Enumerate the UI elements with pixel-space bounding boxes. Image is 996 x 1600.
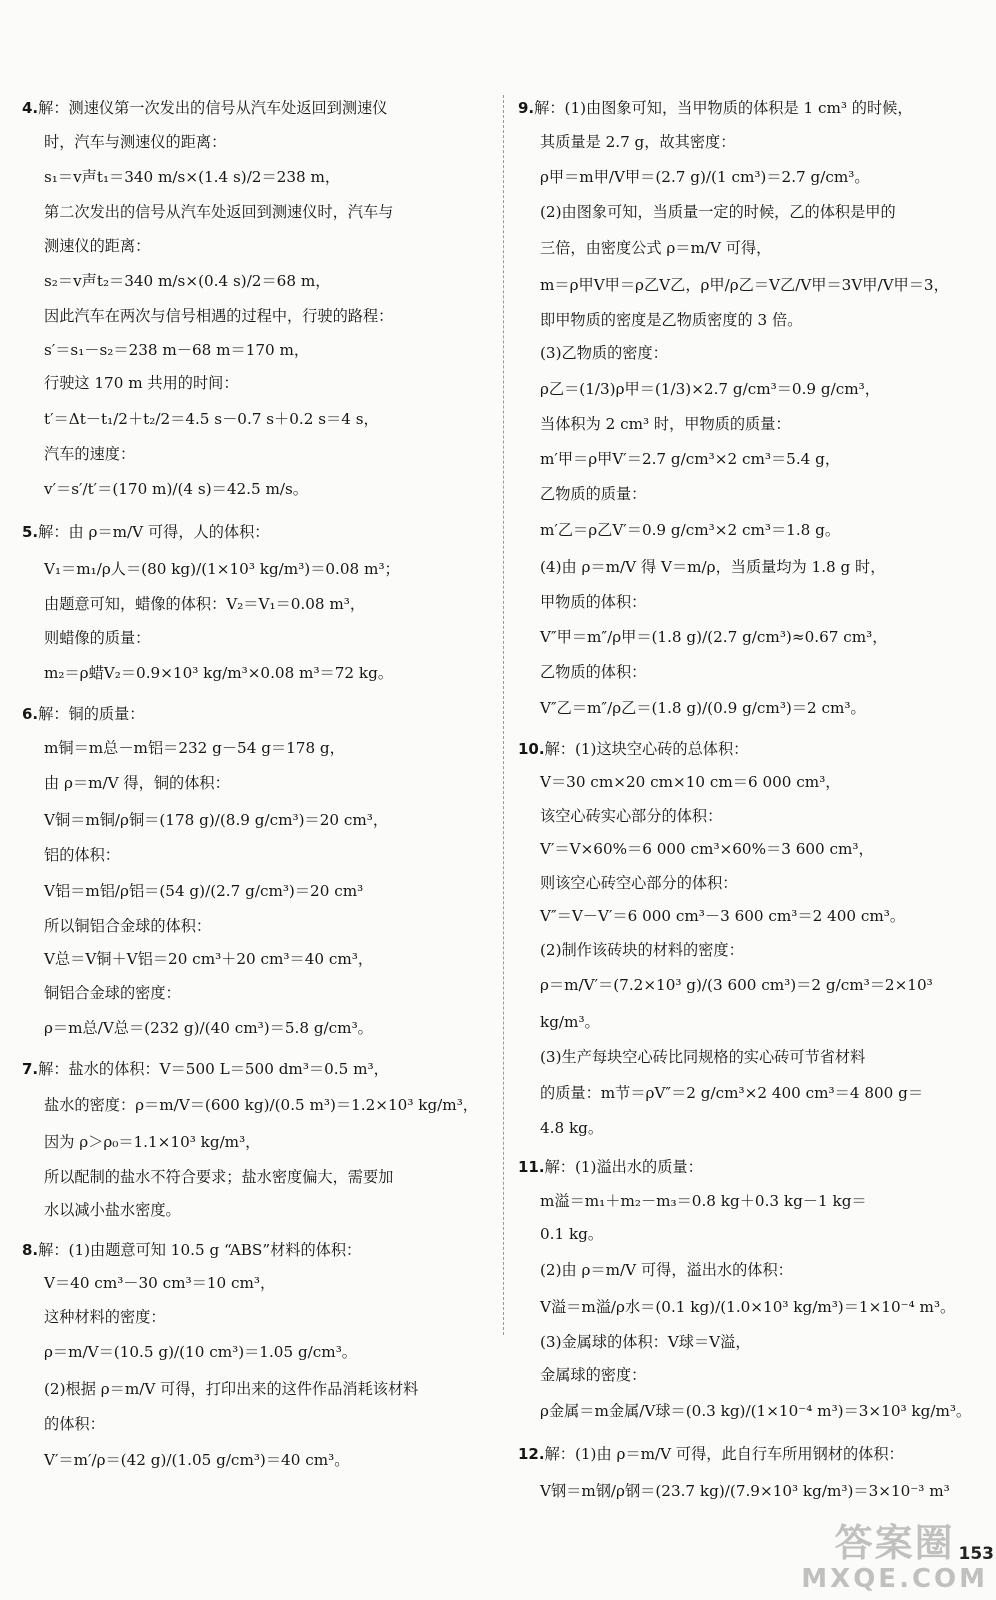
problem-number: 5. [22,523,39,541]
solution-line: V′＝m′/ρ＝(42 g)/(1.05 g/cm³)＝40 cm³。 [44,1450,350,1469]
solution-line: ρ＝m/V＝(10.5 g)/(10 cm³)＝1.05 g/cm³。 [44,1343,357,1361]
solution-line: 金属球的密度： [540,1366,647,1384]
solution-line: 所以配制的盐水不符合要求；盐水密度偏大，需要加 [44,1167,394,1186]
solution-line: v′＝s′/t′＝(170 m)/(4 s)＝42.5 m/s。 [44,480,308,498]
solution-line: m′乙＝ρ乙V′＝0.9 g/cm³×2 cm³＝1.8 g。 [540,520,841,539]
solution-line: V″甲＝m″/ρ甲＝(1.8 g)/(2.7 g/cm³)≈0.67 cm³， [540,628,888,646]
problem-header [22,92,498,126]
problem-number: 12. [518,1444,545,1463]
solution-line: V＝40 cm³－30 cm³＝10 cm³， [44,1274,276,1292]
problem-number: 6. [22,705,39,723]
solution-line: 0.1 kg。 [540,1225,604,1243]
solution-line: s₁＝v声t₁＝340 m/s×(1.4 s)/2＝238 m， [44,168,341,186]
solution-line: m溢＝m₁＋m₂－m₃＝0.8 kg＋0.3 kg－1 kg＝ [540,1191,867,1210]
problem-number: 10. [518,739,545,758]
solution-line: 解：(1)由 ρ＝m/V 可得，此自行车所用钢材的体积： [544,1444,904,1463]
problem-8 [22,1234,498,1479]
problem-number: 8. [22,1240,39,1259]
solution-line: m′甲＝ρ甲V′＝2.7 g/cm³×2 cm³＝5.4 g， [540,450,841,468]
solution-line: (3)金属球的体积：V球＝V溢， [540,1332,751,1351]
problem-header [518,92,980,126]
solution-line: 解：(1)这块空心砖的总体积： [544,739,749,758]
solution-line: V″＝V－V′＝6 000 cm³－3 600 cm³＝2 400 cm³。 [540,907,906,925]
solution-line: m₂＝ρ蜡V₂＝0.9×10³ kg/m³×0.08 m³＝72 kg。 [44,664,394,682]
solution-line: 由题意可知，蜡像的体积：V₂＝V₁＝0.08 m³， [44,595,366,613]
solution-line: 乙物质的质量： [540,485,647,503]
solution-line: 则该空心砖空心部分的体积： [540,873,738,892]
solution-line: 盐水的密度：ρ＝m/V＝(600 kg)/(0.5 m³)＝1.2×10³ kg/m³， [44,1095,478,1114]
solution-line: 解：由 ρ＝m/V 可得，人的体积： [38,523,270,541]
solution-line: 的质量：m节＝ρV″＝2 g/cm³×2 400 cm³＝4 800 g＝ [540,1083,924,1102]
solution-line: 所以铜铝合金球的体积： [44,916,212,935]
problem-7 [22,1053,498,1228]
solution-line: V总＝V铜＋V铝＝20 cm³＋20 cm³＝40 cm³， [44,950,374,968]
solution-line: V′＝V×60%＝6 000 cm³×60%＝3 600 cm³， [540,840,874,858]
solution-line: s′＝s₁－s₂＝238 m－68 m＝170 m， [44,340,310,359]
right-column [518,92,980,1516]
solution-line: 这种材料的密度： [44,1307,166,1326]
solution-line: 时，汽车与测速仪的距离： [44,132,227,151]
problem-6 [22,698,498,1047]
solution-line: ρ甲＝m甲/V甲＝(2.7 g)/(1 cm³)＝2.7 g/cm³。 [540,168,870,186]
solution-line: m＝ρ甲V甲＝ρ乙V乙，ρ甲/ρ乙＝V乙/V甲＝3V甲/V甲＝3， [540,275,949,294]
problem-header [22,698,498,732]
problem-header [22,514,498,551]
problem-header [22,1053,498,1087]
solution-line: 解：盐水的体积：V＝500 L＝500 dm³＝0.5 m³， [38,1060,389,1078]
solution-line: V₁＝m₁/ρ人＝(80 kg)/(1×10³ kg/m³)＝0.08 m³； [44,560,400,578]
solution-line: 行驶这 170 m 共用的时间： [44,374,239,392]
solution-line: t′＝Δt－t₁/2＋t₂/2＝4.5 s－0.7 s＋0.2 s＝4 s， [44,409,379,428]
solution-line: (2)根据 ρ＝m/V 可得，打印出来的这件作品消耗该材料 [44,1380,419,1398]
solution-line: 当体积为 2 cm³ 时，甲物质的质量： [540,414,791,433]
problem-header [518,1151,980,1185]
solution-line: 即甲物质的密度是乙物质密度的 3 倍。 [540,310,803,329]
solution-line: (2)由 ρ＝m/V 可得，溢出水的体积： [540,1260,793,1279]
problem-12 [518,1436,980,1510]
watermark-top-text: 答案圈 [834,1521,955,1565]
solution-line: ρ＝m总/V总＝(232 g)/(40 cm³)＝5.8 g/cm³。 [44,1019,373,1037]
solution-line: V＝30 cm×20 cm×10 cm＝6 000 cm³， [540,773,841,791]
solution-line: 其质量是 2.7 g，故其密度： [540,132,736,151]
solution-line: 解：(1)由题意可知 10.5 g “ABS”材料的体积： [38,1240,362,1259]
watermark-bottom-text: MXQE.COM [801,1564,988,1594]
problem-9 [518,92,980,727]
problem-number: 11. [518,1158,545,1176]
problem-number: 9. [518,99,535,117]
solution-line: 因此汽车在两次与信号相遇的过程中，行驶的路程： [44,307,394,325]
problem-header [518,733,980,767]
problem-5 [22,514,498,692]
problem-11 [518,1151,980,1430]
solution-line: (2)制作该砖块的材料的密度： [540,940,744,959]
solution-line: 解：测速仪第一次发出的信号从汽车处返回到测速仪 [38,99,388,117]
solution-line: 4.8 kg。 [540,1118,604,1137]
solution-line: V″乙＝m″/ρ乙＝(1.8 g)/(0.9 g/cm³)＝2 cm³。 [540,698,866,717]
solution-line: 该空心砖实心部分的体积： [540,806,723,825]
solution-line: V钢＝m钢/ρ钢＝(23.7 kg)/(7.9×10³ kg/m³)＝3×10⁻³ m³ [540,1481,950,1500]
solution-line: V溢＝m溢/ρ水＝(0.1 kg)/(1.0×10³ kg/m³)＝1×10⁻⁴ m³。 [540,1297,956,1316]
solution-line: 解：(1)溢出水的质量： [544,1158,703,1176]
solution-line: 则蜡像的质量： [44,628,151,647]
solution-line: 测速仪的距离： [44,236,151,255]
solution-line: ρ乙＝(1/3)ρ甲＝(1/3)×2.7 g/cm³＝0.9 g/cm³， [540,379,880,398]
solution-line: ρ金属＝m金属/V球＝(0.3 kg)/(1×10⁻⁴ m³)＝3×10³ kg/m³。 [540,1401,972,1420]
solution-line: m铜＝m总－m铝＝232 g－54 g＝178 g， [44,738,345,757]
left-column [22,92,498,1485]
solution-line: 汽车的速度： [44,444,136,463]
column-divider [503,95,504,1335]
solution-line: 乙物质的体积： [540,663,647,681]
solution-line: s₂＝v声t₂＝340 m/s×(0.4 s)/2＝68 m， [44,272,331,290]
solution-line: 的体积： [44,1415,105,1433]
solution-line: V铝＝m铝/ρ铝＝(54 g)/(2.7 g/cm³)＝20 cm³ [44,881,364,900]
solution-line: V铜＝m铜/ρ铜＝(178 g)/(8.9 g/cm³)＝20 cm³， [44,811,389,829]
solution-line: (3)乙物质的密度： [540,344,668,362]
solution-line: 解：(1)由图象可知，当甲物质的体积是 1 cm³ 的时候， [534,99,913,117]
solution-line: ρ＝m/V′＝(7.2×10³ g)/(3 600 cm³)＝2 g/cm³＝2×10³ kg/m³。 [540,976,938,1031]
solution-line: (3)生产每块空心砖比同规格的实心砖可节省材料 [540,1048,866,1066]
solution-line: 铜铝合金球的密度： [44,983,181,1002]
problem-header [518,1436,980,1473]
problem-number: 4. [22,99,39,117]
solution-line: 第二次发出的信号从汽车处返回到测速仪时，汽车与 [44,203,394,221]
problem-4 [22,92,498,508]
solution-line: 铝的体积： [44,846,120,864]
solution-line: 三倍，由密度公式 ρ＝m/V 可得， [540,238,772,257]
solution-line: 甲物质的体积： [540,592,647,611]
problem-number: 7. [22,1060,39,1078]
watermark-logo [801,1521,988,1594]
problem-header [22,1234,498,1268]
solution-line: 解：铜的质量： [38,705,145,723]
solution-line: (2)由图象可知，当质量一定的时候，乙的体积是甲的 [540,203,896,221]
solution-line: 因为 ρ＞ρ₀＝1.1×10³ kg/m³， [44,1132,261,1151]
solution-line: (4)由 ρ＝m/V 得 V＝m/ρ，当质量均为 1.8 g 时， [540,557,886,576]
solution-line: 由 ρ＝m/V 得，铜的体积： [44,774,230,792]
solution-line: 水以减小盐水密度。 [44,1201,181,1219]
problem-10 [518,733,980,1146]
page-number: 153 [958,1544,994,1564]
